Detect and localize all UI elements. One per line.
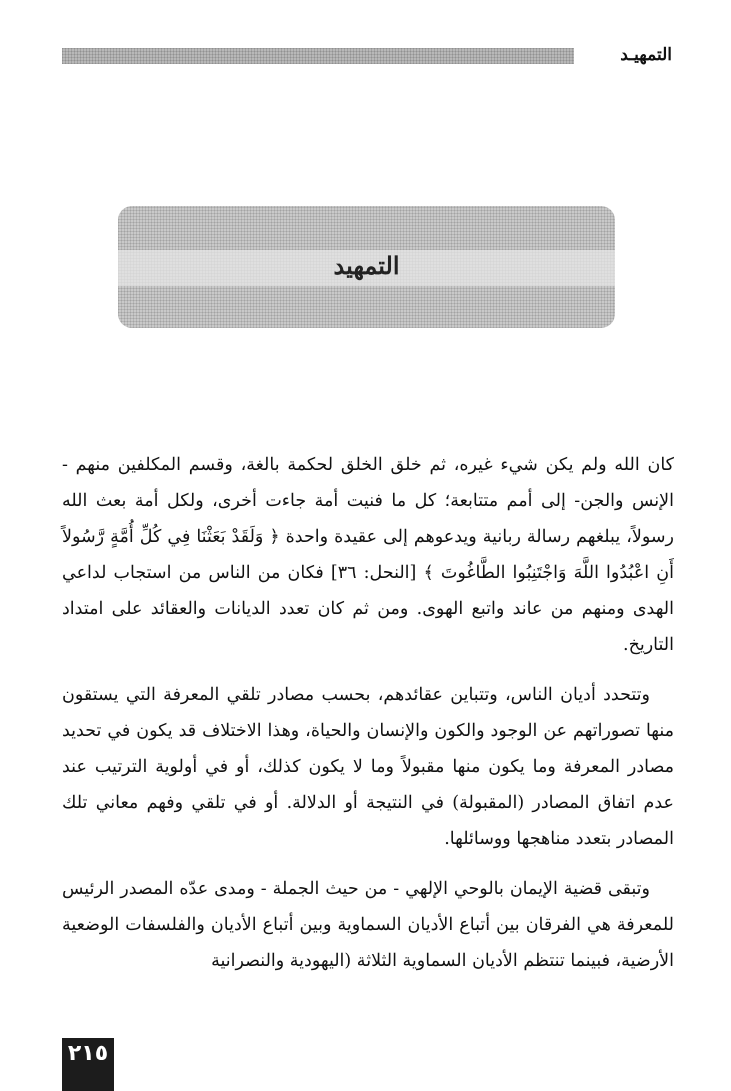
page-number: ٢١٥ (67, 1041, 109, 1066)
running-title: التمهيـد (620, 45, 672, 65)
paragraph-3: وتبقى قضية الإيمان بالوحي الإلهي - من حيث الجملة - ومدى عدّه المصدر الرئيس للمعرفة هي الفرقان بين أتباع الأديان السماوية وبين أتباع الأديان والفلسفات الوضعية الأرضية، فبينما تنتظم الأديان السماوية الثلاثة (اليهودية والنصرانية (62, 879, 674, 971)
paragraph-2: وتتحدد أديان الناس، وتتباين عقائدهم، بحسب مصادر تلقي المعرفة التي يستقون منها تصوراتهم عن الوجود والكون والإنسان والحياة، وهذا الاختلاف قد يكون في تحديد مصادر المعرفة وما يكون منها مقبولاً وما لا يكون كذلك، أو في أولوية الترتيب عند عدم اتفاق المصادر (المقبولة) في النتيجة أو الدلالة. أو في تلقي وفهم معاني تلك المصادر بتعدد مناهجها ووسائلها. (62, 685, 674, 849)
body-text (62, 447, 674, 993)
chapter-title: التمهيد (333, 251, 400, 280)
running-header (62, 42, 672, 72)
paragraph-1: كان الله ولم يكن شيء غيره، ثم خلق الخلق لحكمة بالغة، وقسم المكلفين منهم - الإنس والجن- إلى أمم متتابعة؛ كل ما فنيت أمة جاءت أخرى، ولكل أمة بعث الله رسولاً، يبلغهم رسالة ربانية ويدعوهم إلى عقيدة واحدة ﴿ وَلَقَدْ بَعَثْنَا فِي كُلِّ أُمَّةٍ رَّسُولاً أَنِ اعْبُدُوا اللَّهَ وَاجْتَنِبُوا الطَّاغُوتَ ﴾ [النحل: ٣٦] فكان من الناس من استجاب لداعي الهدى ومنهم من عاند واتبع الهوى. ومن ثم كان تعدد الديانات والعقائد على امتداد التاريخ. (62, 455, 674, 655)
header-decorative-bar (62, 48, 574, 64)
chapter-title-box (118, 206, 615, 328)
